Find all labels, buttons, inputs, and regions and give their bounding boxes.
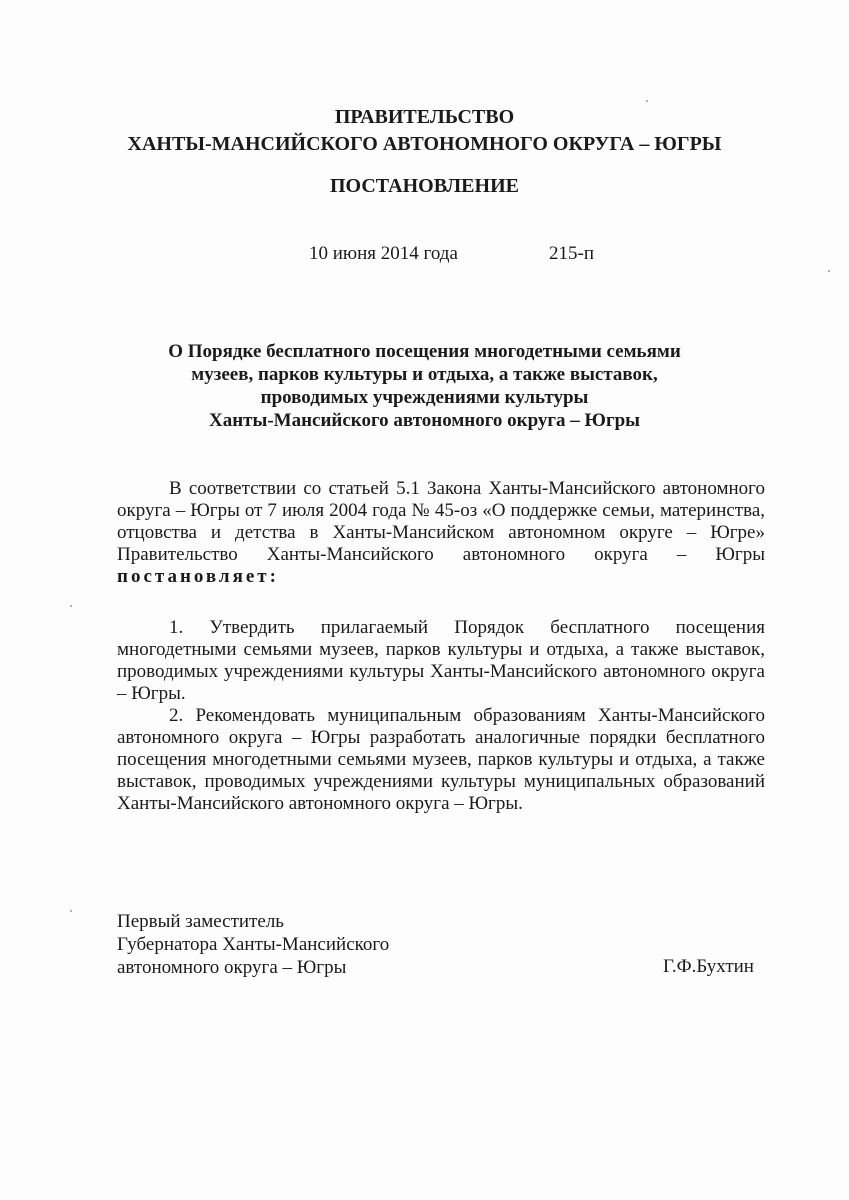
title-line: музеев, парков культуры и отдыха, а также выставок, bbox=[191, 364, 658, 385]
header-government-line: ПРАВИТЕЛЬСТВО bbox=[334, 106, 515, 128]
title-line: проводимых учреждениями культуры bbox=[260, 387, 589, 408]
resolution-item: 1. Утвердить прилагаемый Порядок бесплатного посещения многодетными семьями музеев, парков культуры и отдыха, а также выставок, проводимых учреждениями культуры Ханты-Мансийского автономного округа – Югры. bbox=[117, 617, 765, 704]
preamble-paragraph bbox=[117, 478, 765, 588]
resolves-keyword: постановляет: bbox=[117, 566, 279, 587]
scan-speck bbox=[70, 605, 72, 607]
preamble-text: В соответствии со статьей 5.1 Закона Ханты-Мансийского автономного округа – Югры от 7 июля 2004 года № 45-оз «О поддержке семьи, материнства, отцовства и детства в Ханты-Мансийском автономном округе – Югре» Правительство Ханты-Мансийского автономного округа – Югры bbox=[117, 478, 765, 565]
resolution-items bbox=[117, 617, 765, 815]
signatory-position bbox=[117, 910, 389, 979]
title-line: Ханты-Мансийского автономного округа – Югры bbox=[209, 410, 640, 431]
document-date: 10 июня 2014 года bbox=[309, 243, 458, 264]
header-region-line: ХАНТЫ-МАНСИЙСКОГО АВТОНОМНОГО ОКРУГА – ЮГРЫ bbox=[127, 133, 722, 155]
scan-speck bbox=[646, 100, 648, 102]
organization-header bbox=[0, 104, 849, 158]
scan-speck bbox=[70, 910, 72, 912]
signatory-position-line: Губернатора Ханты-Мансийского bbox=[117, 934, 390, 955]
document-type: ПОСТАНОВЛЕНИЕ bbox=[330, 175, 519, 197]
signatory-position-line: Первый заместитель bbox=[117, 911, 284, 932]
title-line: О Порядке бесплатного посещения многодетными семьями bbox=[168, 341, 681, 362]
resolution-item: 2. Рекомендовать муниципальным образованиям Ханты-Мансийского автономного округа – Югры разработать аналогичные порядки бесплатного посещения многодетными семьями музеев, парков культуры и отдыха, а также выставок, проводимых учреждениями культуры муниципальных образований Ханты-Мансийского автономного округа – Югры. bbox=[117, 705, 765, 814]
scan-speck bbox=[828, 270, 830, 272]
document-number: 215-п bbox=[549, 243, 594, 264]
signatory-position-line: автономного округа – Югры bbox=[117, 957, 347, 978]
document-title bbox=[0, 340, 849, 432]
signatory-name: Г.Ф.Бухтин bbox=[663, 956, 754, 977]
